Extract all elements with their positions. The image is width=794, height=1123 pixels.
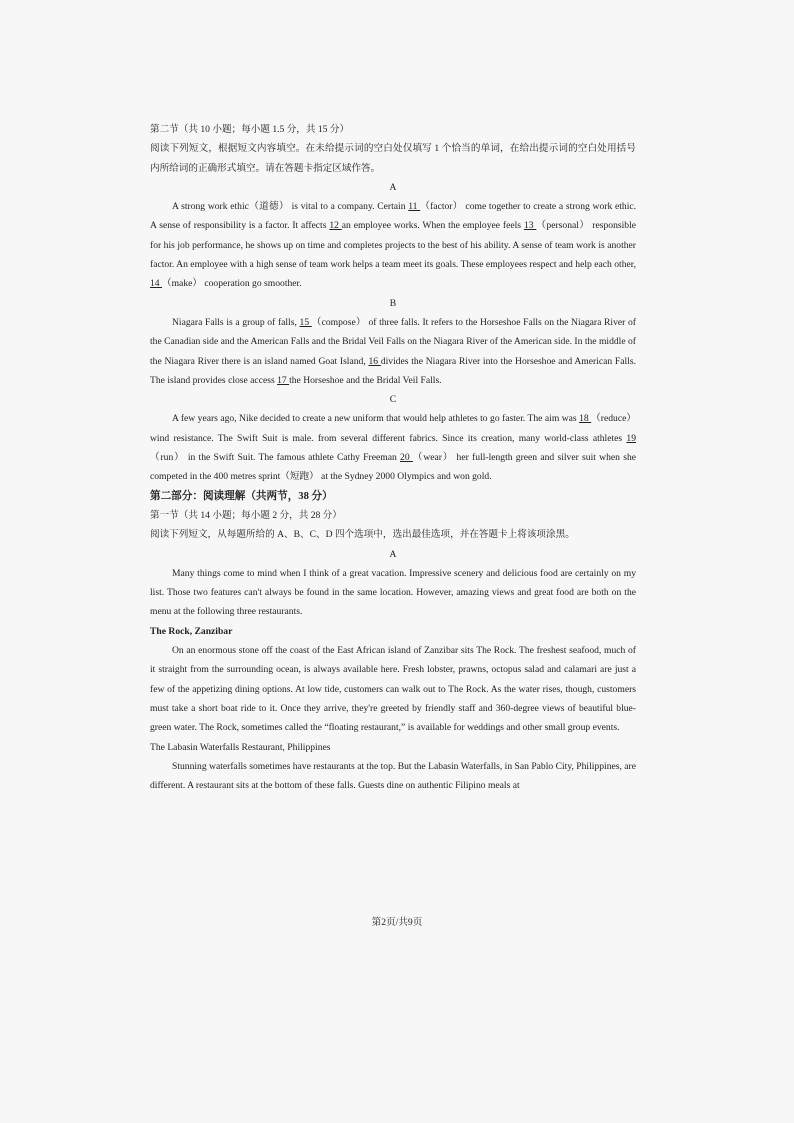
reading-a-label: A xyxy=(389,548,397,560)
blank-15[interactable]: 15 xyxy=(299,316,312,328)
blank-20[interactable]: 20 xyxy=(400,452,413,464)
passage-a: A strong work ethic（道德） is vital to a company. Certain 11 （factor） come together to create a strong work ethic. A sense of responsibility is a factor. It affects 12 an employee works. When the employee feels 13 （personal） responsible for his job performance, he shows up on time and completes projects to the best of his ability. A sense of team work is another factor. An employee with a high sense of team work helps a team meet its goals. These employees respect and help each other, 14 （make） cooperation go smoother. xyxy=(150,201,637,290)
labasin-body: Stunning waterfalls sometimes have restaurants at the top. But the Labasin Waterfalls, in San Pablo City, Philippines, are different. A restaurant sits at the bottom of these falls. Guests dine on authentic Filipino meals at xyxy=(150,760,636,792)
blank-17[interactable]: 17 xyxy=(277,374,290,386)
blank-11[interactable]: 11 xyxy=(408,201,421,213)
blank-14[interactable]: 14 xyxy=(150,278,162,290)
reading-a-intro: Many things come to mind when I think of a great vacation. Impressive scenery and delicious food are certainly on my list. Those two features can't always be found in the same location. However, amazing views and great food are both on the menu at the following three restaurants. xyxy=(150,567,636,618)
blank-12[interactable]: 12 xyxy=(329,220,342,232)
blank-16[interactable]: 16 xyxy=(368,355,381,367)
passage-a-label: A xyxy=(389,181,397,193)
labasin-title: The Labasin Waterfalls Restaurant, Philippines xyxy=(150,741,331,753)
passage-c-label: C xyxy=(389,394,397,406)
passage-c: A few years ago, Nike decided to create a new uniform that would help athletes to go faster. The aim was 18 （reduce） wind resistance. The Swift Suit is male. from several different fabrics. Since its creation, many world-class athletes 19 （run） in the Swift Suit. The famous athlete Cathy Freeman 20 （wear） her full-length green and silver suit when she competed in the 400 metres sprint（短跑） at the Sydney 2000 Olympics and won gold. xyxy=(150,413,636,483)
passage-b: Niagara Falls is a group of falls, 15 （compose） of three falls. It refers to the Horseshoe Falls on the Niagara River of the Canadian side and the American Falls and the Bridal Veil Falls on the Niagara River of the American side. In the middle of the Niagara River there is an island named Goat Island, 16 divides the Niagara River into the Horseshoe and American Falls. The island provides close access 17 the Horseshoe and the Bridal Veil Falls. xyxy=(150,316,636,386)
blank-13[interactable]: 13 xyxy=(523,220,537,232)
rock-body: On an enormous stone off the coast of the East African island of Zanzibar sits The Rock. The freshest seafood, much of it straight from the surrounding ocean, is always available here. Fresh lobster, prawns, octopus salad and calamari are just a few of the appetizing dining options. At low tide, customers can walk out to The Rock. As the water rises, though, customers must take a short boat ride to it. Once they arrive, they're greeted by friendly staff and 360-degree views of beautiful blue-green water. The Rock, sometimes called the “floating restaurant,” is available for weddings and other small group events. xyxy=(150,645,636,734)
part2-instruction: 阅读下列短文，从每题所给的 A、B、C、D 四个选项中，选出最佳选项，并在答题卡上将该项涂黑。 xyxy=(150,529,575,541)
blank-18[interactable]: 18 xyxy=(579,413,592,425)
part2-section1-heading: 第一节（共 14 小题；每小题 2 分，共 28 分） xyxy=(150,509,342,521)
passage-b-label: B xyxy=(389,297,397,309)
section2-instruction: 阅读下列短文，根据短文内容填空。在未给提示词的空白处仅填写 1 个恰当的单词，在给出提示词的空白处用括号内所给词的正确形式填空。请在答题卡指定区域作答。 xyxy=(150,143,636,174)
part2-heading: 第二部分：阅读理解（共两节，38 分） xyxy=(150,490,333,502)
section2-heading: 第二节（共 10 小题；每小题 1.5 分，共 15 分） xyxy=(150,124,350,135)
page-number: 第2页/共9页 xyxy=(371,917,423,928)
rock-title: The Rock, Zanzibar xyxy=(150,625,233,637)
blank-19[interactable]: 19 xyxy=(626,432,636,444)
